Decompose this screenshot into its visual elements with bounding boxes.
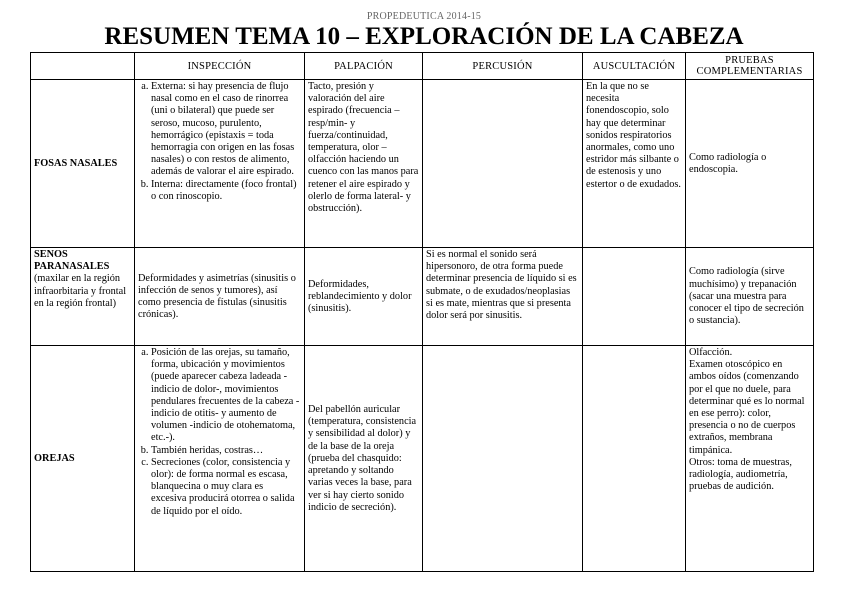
row-label-senos (31, 248, 135, 346)
cell-tests: Como radiología (sirve muchísimo) y trepanación (sacar una muestra para conocer el tipo de secreción o sustancia). (686, 248, 814, 346)
inspection-list (138, 347, 301, 518)
row-label-text: FOSAS NASALES (34, 157, 118, 169)
row-label-text: OREJAS (34, 452, 75, 464)
list-item: b. Interna: directamente (foco frontal) o con rinoscopio. (151, 179, 301, 203)
row-label-fosas (31, 80, 135, 248)
table-row (31, 248, 814, 346)
cell-auscultation (583, 346, 686, 572)
list-item: a. Posición de las orejas, su tamaño, forma, ubicación y movimientos (puede aparecer cabeza ladeada -indicio de dolor-, movimientos pendulares frecuentes de la cabeza -indicio de otitis- y aumento de volumen -indicio de otohematoma, etc.-). (151, 347, 301, 445)
list-item: b. También heridas, costras… (151, 445, 301, 457)
page-title: RESUMEN TEMA 10 – EXPLORACIÓN DE LA CABEZA (104, 23, 744, 50)
col-header-percussion: PERCUSIÓN (423, 53, 583, 80)
cell-percussion (423, 346, 583, 572)
cell-percussion: Si es normal el sonido será hipersonoro, de otra forma puede determinar presencia de líquido si es submate, o de exudados/neoplasias si es mate, mientras que si presenta dolor será por sinusitis. (423, 248, 583, 346)
list-item: a. Externa: si hay presencia de flujo nasal como en el caso de rinorrea (uni o bilateral) que puede ser seroso, mucoso, purulento, hemorrágico (epistaxis = toda hemorragia con origen en las fosas nasales) o con restos de alimento, además de valorar el aire espirado. (151, 81, 301, 179)
header-row (31, 53, 814, 80)
col-header-palpation: PALPACIÓN (305, 53, 423, 80)
row-label-sub: (maxilar en la región infraorbitaria y frontal en la región frontal) (34, 273, 127, 309)
col-header-inspection: INSPECCIÓN (135, 53, 305, 80)
cell-inspection (135, 80, 305, 248)
summary-table (30, 52, 814, 572)
cell-tests (686, 346, 814, 572)
tests-paragraph: Examen otoscópico en ambos oídos (comenzando por el que no duele, para determinar qué es lo normal en ese perro): color, presencia o no de cuerpos extraños, membrana timpánica. (689, 359, 805, 456)
tests-paragraph: Olfacción. (689, 347, 733, 358)
cell-auscultation: En la que no se necesita fonendoscopio, solo hay que determinar sonidos respiratorios anormales, como uno estridor más silbante o de estenosis y uno estertor o de exudados. (583, 80, 686, 248)
cell-palpation: Deformidades, reblandecimiento y dolor (sinusitis). (305, 248, 423, 346)
tests-paragraph: Otros: toma de muestras, radiología, audiometría, pruebas de audición. (689, 456, 792, 493)
corner-cell (31, 53, 135, 80)
col-header-tests: PRUEBAS COMPLEMENTARIAS (686, 53, 814, 80)
cell-auscultation (583, 248, 686, 346)
inspection-list (138, 81, 301, 203)
col-header-auscultation: AUSCULTACIÓN (583, 53, 686, 80)
cell-palpation: Del pabellón auricular (temperatura, consistencia y sensibilidad al dolor) y de la base de la oreja (prueba del chasquido: apretando y soltando varias veces la base, para ver si hay cierto sonido indicio de secreción). (305, 346, 423, 572)
table-row (31, 80, 814, 248)
cell-percussion (423, 80, 583, 248)
page-header: PROPEDEUTICA 2014-15 (366, 11, 482, 22)
row-label-text: SENOS PARANASALES (34, 249, 110, 273)
list-item: c. Secreciones (color, consistencia y olor): de forma normal es escasa, blanquecina o muy clara es excesiva producirá otorrea o salida de líquido por el oído. (151, 457, 301, 518)
cell-inspection: Deformidades y asimetrías (sinusitis o infección de senos y tumores), así como presencia de fístulas (sinusitis crónicas). (135, 248, 305, 346)
cell-inspection (135, 346, 305, 572)
cell-tests: Como radiología o endoscopia. (686, 80, 814, 248)
row-label-orejas (31, 346, 135, 572)
cell-palpation: Tacto, presión y valoración del aire espirado (frecuencia – resp/min- y fuerza/continuidad, temperatura, olor – olfacción haciendo un cuenco con las manos para retener el aire espirado y olerlo de forma lateral- y obstrucción). (305, 80, 423, 248)
table-row (31, 346, 814, 572)
